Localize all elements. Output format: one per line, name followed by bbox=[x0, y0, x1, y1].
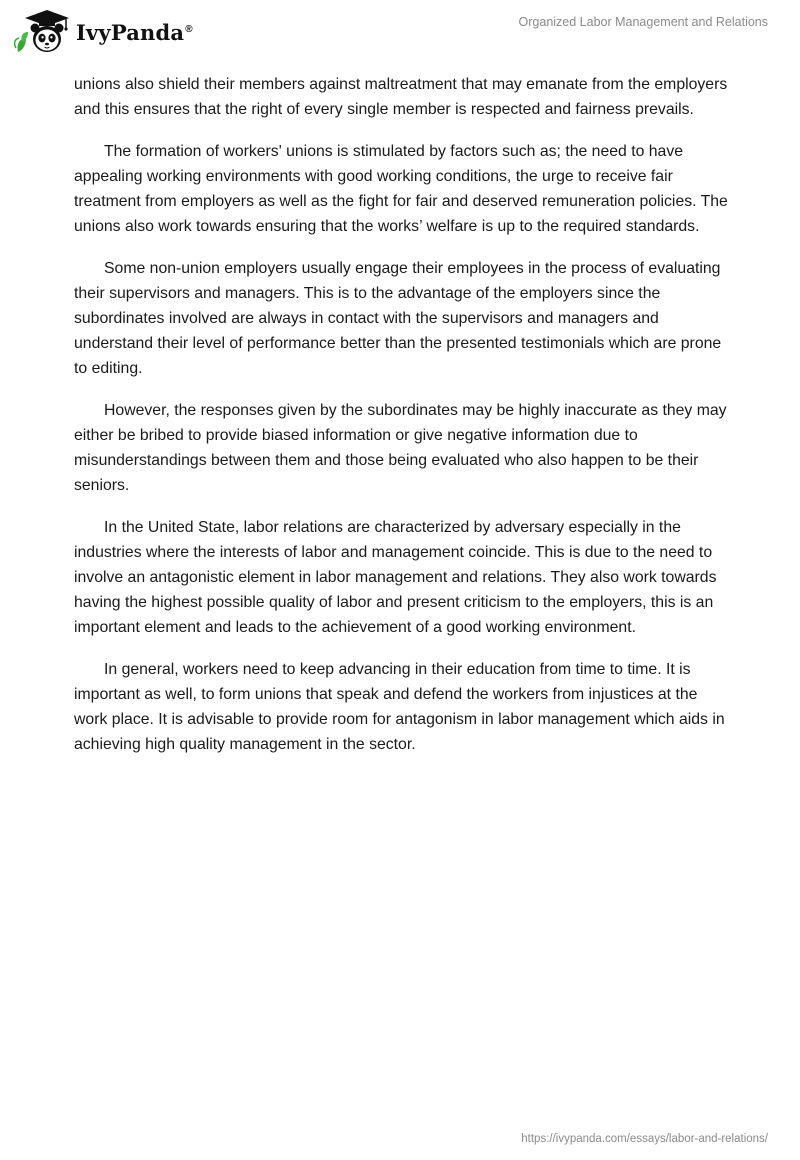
paragraph: unions also shield their members against maltreatment that may emanate from the employers and this ensures that the right of every single member is respected and fairness prevails. bbox=[74, 76, 728, 118]
paragraph: However, the responses given by the subordinates may be highly inaccurate as they may either be bribed to provide biased information or give negative information due to misunderstandings between them and those being evaluated who also happen to be their seniors. bbox=[74, 402, 727, 494]
document-title: Organized Labor Management and Relations bbox=[518, 15, 768, 29]
paragraph: In the United State, labor relations are characterized by adversary especially in the industries where the interests of labor and management coincide. This is due to the need to involve an antagonistic element in labor management and relations. They also work towards having the highest possible quality of labor and present criticism to the employers, this is an important element and leads to the achievement of a good working environment. bbox=[74, 519, 717, 636]
paragraph: The formation of workers' unions is stimulated by factors such as; the need to have appealing working environments with good working conditions, the urge to receive fair treatment from employers as well as the fight for fair and deserved remuneration policies. The unions also work towards ensuring that the works’ welfare is up to the required standards. bbox=[74, 143, 728, 235]
source-url[interactable]: https://ivypanda.com/essays/labor-and-relations/ bbox=[521, 1133, 768, 1145]
brand-name: IvyPanda® bbox=[76, 19, 193, 45]
registered-mark: ® bbox=[185, 23, 193, 35]
essay-body bbox=[74, 72, 729, 774]
panda-graduate-icon bbox=[14, 8, 74, 56]
paragraph: In general, workers need to keep advancing in their education from time to time. It is important as well, to form unions that speak and defend the workers from injustices at the work place. It is advisable to provide room for antagonism in labor management which aids in achieving high quality management in the sector. bbox=[74, 661, 725, 753]
paragraph: Some non-union employers usually engage their employees in the process of evaluating their supervisors and managers. This is to the advantage of the employers since the subordinates involved are always in contact with the supervisors and managers and understand their level of performance better than the presented testimonials which are prone to editing. bbox=[74, 260, 722, 377]
page-header bbox=[0, 0, 800, 62]
ivypanda-logo[interactable] bbox=[14, 8, 193, 56]
